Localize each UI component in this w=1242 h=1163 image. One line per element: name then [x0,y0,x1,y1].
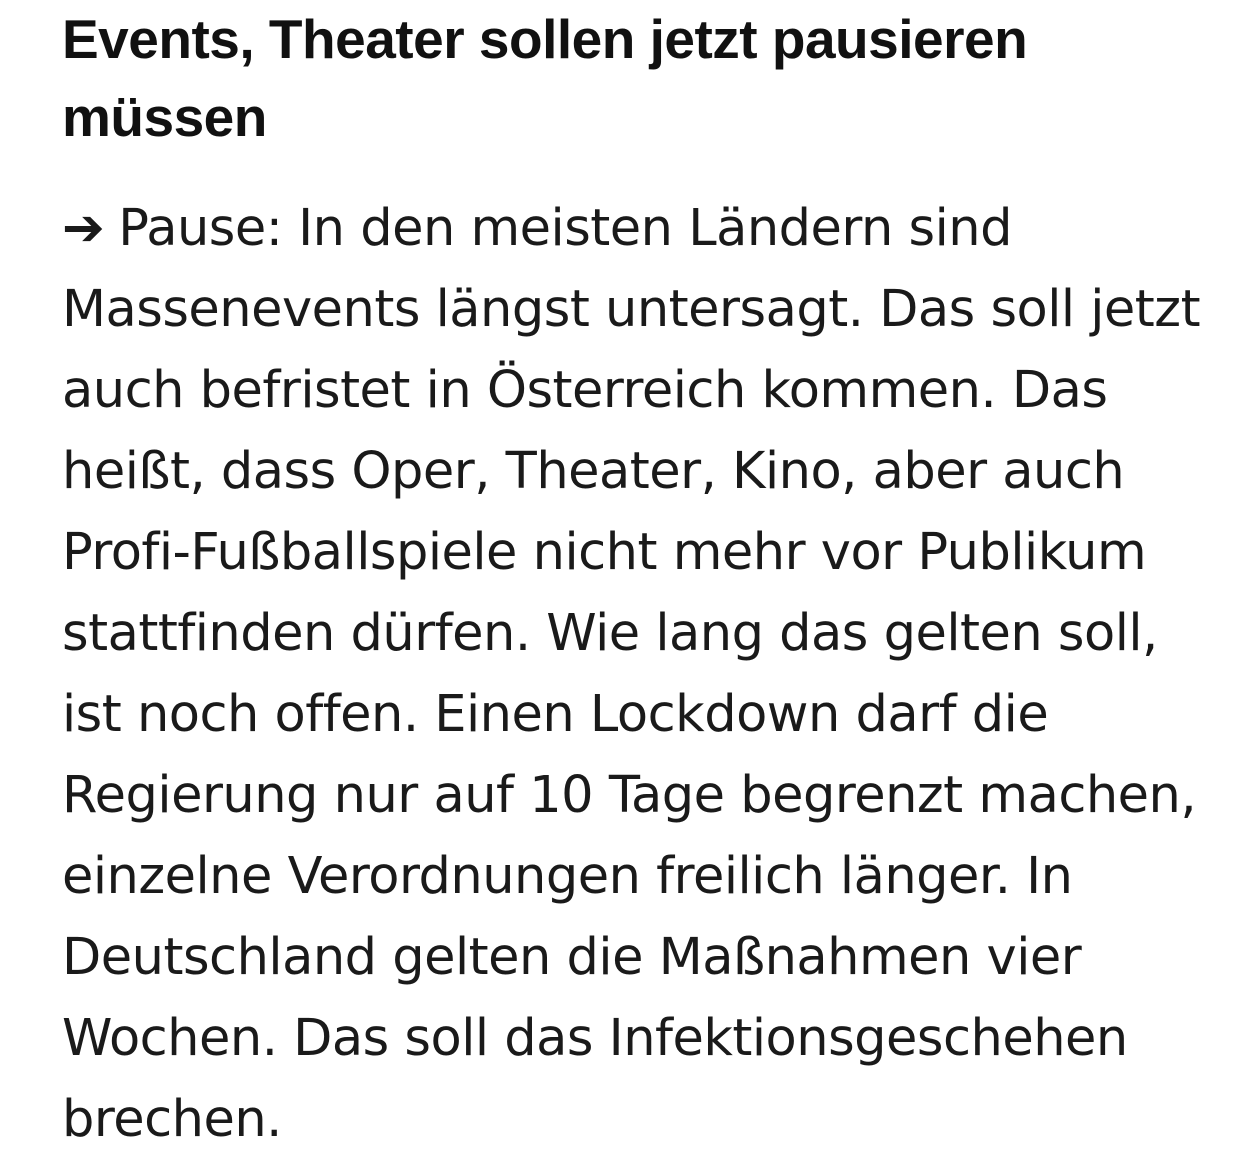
paragraph-text: In den meisten Ländern sind Massenevents längst untersagt. Das soll jetzt auch befristet in Österreich kommen. Das heißt, dass Oper, Theater, Kino, aber auch Profi-Fußballspiele nicht mehr vor Publikum stattfinden dürfen. Wie lang das gelten soll, ist noch offen. Einen Lockdown darf die Regierung nur auf 10 Tage begrenzt machen, einzelne Verordnungen freilich länger. In Deutschland gelten die Maßnahmen vier Wochen. Das soll das Infektionsgeschehen brechen. [62,199,1201,1149]
article [62,0,1212,1160]
paragraph-label: Pause: [118,199,283,258]
article-paragraph [62,188,1212,1160]
arrow-right-icon: ➔ [62,199,105,258]
article-headline: Events, Theater sollen jetzt pausieren müssen [62,8,1028,148]
